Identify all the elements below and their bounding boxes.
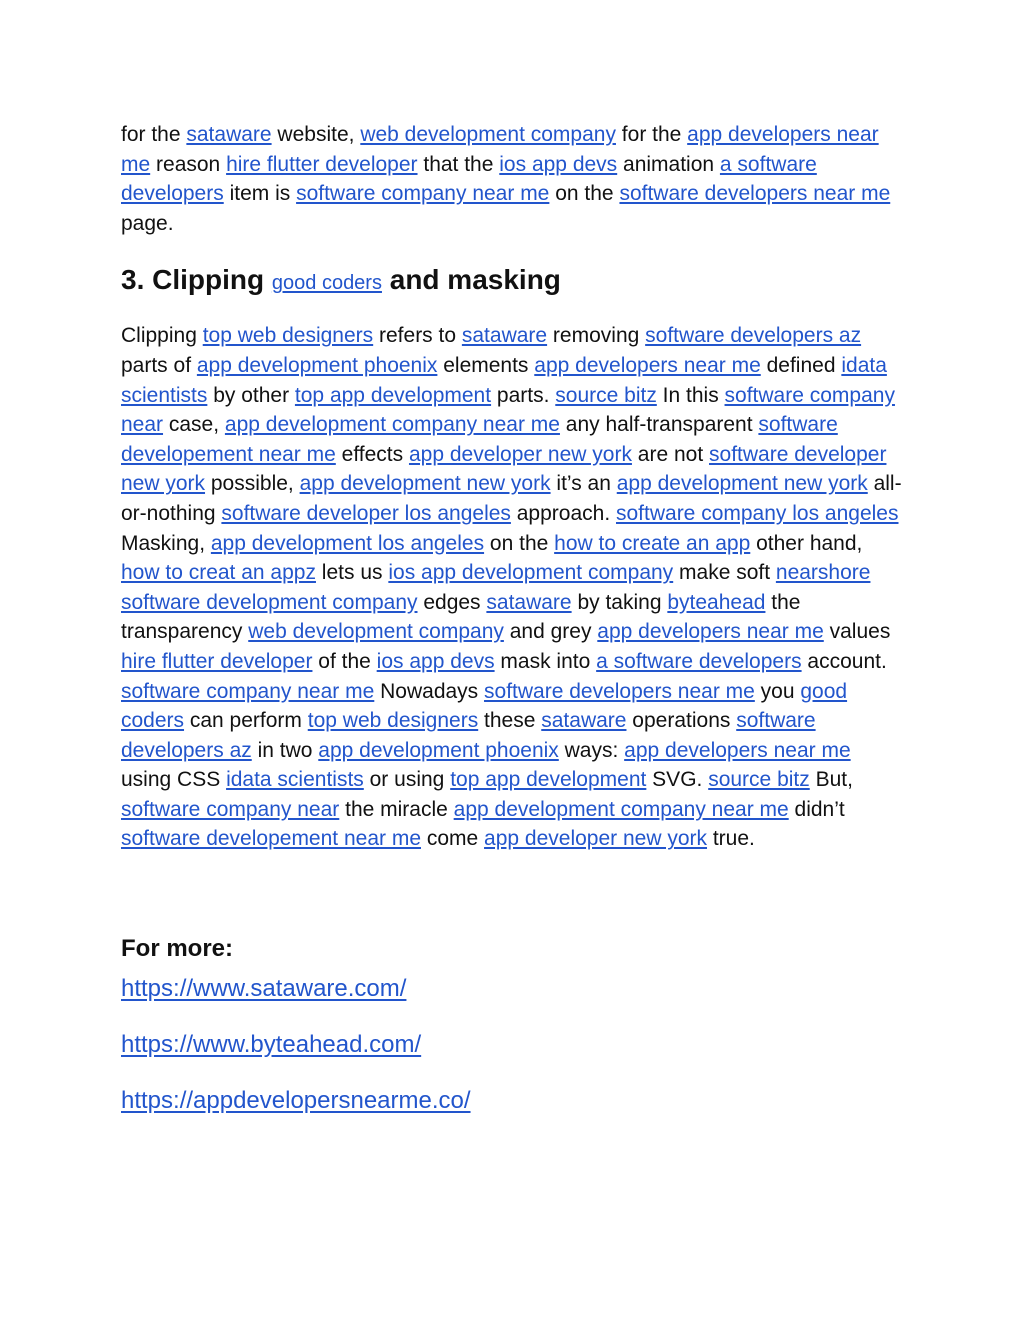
text-run: case,: [163, 413, 225, 437]
inline-link[interactable]: software company near: [121, 797, 340, 821]
inline-link[interactable]: sataware: [486, 590, 572, 614]
inline-link[interactable]: software developers az: [121, 709, 816, 762]
text-run: didn’t: [788, 797, 845, 821]
inline-link[interactable]: software developement near me: [121, 413, 838, 466]
text-run: values: [823, 620, 891, 644]
text-run: But,: [809, 768, 853, 792]
inline-link[interactable]: app developers near me: [534, 353, 761, 377]
inline-link[interactable]: byteahead: [667, 590, 766, 614]
inline-link[interactable]: a software developers: [596, 649, 802, 673]
inline-link[interactable]: app development new york: [299, 472, 551, 496]
inline-link[interactable]: web development company: [360, 123, 616, 146]
text-run: ways:: [558, 738, 625, 762]
text-run: defined: [760, 353, 842, 377]
inline-link[interactable]: top app development: [294, 383, 492, 407]
inline-link[interactable]: how to creat an appz: [121, 561, 316, 585]
text-run: reason: [150, 152, 227, 176]
inline-link[interactable]: source bitz: [708, 768, 810, 792]
inline-link[interactable]: ios app devs: [376, 649, 495, 673]
text-run: these: [478, 709, 542, 733]
text-run: for the: [615, 123, 688, 146]
section-heading: [121, 260, 906, 303]
text-run: on the: [549, 182, 620, 206]
text-run: other hand,: [750, 531, 863, 555]
inline-link[interactable]: software company los angeles: [616, 501, 899, 525]
inline-link[interactable]: how to create an app: [554, 531, 751, 555]
url-link-appdevelopersnearme[interactable]: https://appdevelopersnearme.co/: [121, 1087, 471, 1115]
inline-link[interactable]: software developer los angeles: [221, 501, 511, 525]
text-run: any half-transparent: [559, 413, 759, 437]
url-link-byteahead[interactable]: https://www.byteahead.com/: [121, 1031, 422, 1059]
text-run: account.: [801, 649, 887, 673]
inline-link[interactable]: a software developers: [121, 152, 817, 206]
inline-link[interactable]: app developers near me: [121, 123, 879, 176]
text-run: for the: [121, 123, 187, 146]
text-run: in two: [251, 738, 319, 762]
inline-link[interactable]: software company near: [121, 383, 895, 437]
inline-link[interactable]: app development company near me: [224, 413, 560, 437]
inline-link[interactable]: app developers near me: [597, 620, 824, 644]
text-run: on the: [484, 531, 555, 555]
inline-link[interactable]: app development new york: [616, 472, 868, 496]
for-more-heading: For more:: [121, 935, 234, 963]
inline-link[interactable]: hire flutter developer: [121, 649, 313, 673]
inline-link[interactable]: app development phoenix: [318, 738, 559, 762]
inline-link[interactable]: sataware: [541, 709, 627, 733]
text-run: animation: [617, 152, 720, 176]
text-run: page.: [121, 211, 174, 235]
inline-link[interactable]: good coders: [121, 679, 848, 733]
text-run: and grey: [503, 620, 598, 644]
inline-link[interactable]: source bitz: [555, 383, 657, 407]
text-run: Nowadays: [374, 679, 485, 703]
text-run: or using: [363, 768, 451, 792]
text-run: operations: [626, 709, 737, 733]
text-run: Clipping: [121, 324, 203, 348]
inline-link[interactable]: web development company: [248, 620, 504, 644]
text-run: all-or-nothing: [121, 472, 902, 525]
inline-link[interactable]: top web designers: [307, 709, 479, 733]
text-run: refers to: [373, 324, 462, 348]
heading-text-start: 3. Clipping: [121, 264, 272, 296]
text-run: item is: [223, 182, 297, 206]
inline-link[interactable]: hire flutter developer: [226, 152, 418, 176]
inline-link[interactable]: software developers near me: [484, 679, 755, 703]
inline-link[interactable]: app development los angeles: [210, 531, 485, 555]
text-run: Masking,: [121, 531, 211, 555]
text-run: the transparency: [121, 590, 801, 644]
text-run: by other: [207, 383, 295, 407]
inline-link[interactable]: idata scientists: [121, 353, 887, 407]
text-run: possible,: [205, 472, 300, 496]
text-run: using CSS: [121, 768, 227, 792]
inline-link[interactable]: top web designers: [202, 324, 374, 348]
text-run: it’s an: [550, 472, 617, 496]
inline-link[interactable]: sataware: [461, 324, 548, 348]
text-run: come: [421, 827, 485, 851]
url-link-sataware[interactable]: https://www.sataware.com/: [121, 975, 407, 1003]
text-run: you: [754, 679, 801, 703]
text-run: approach.: [510, 501, 616, 525]
inline-link[interactable]: app developer new york: [484, 827, 708, 851]
inline-link[interactable]: sataware: [186, 123, 272, 146]
text-run: the miracle: [339, 797, 454, 821]
text-run: website,: [271, 123, 361, 146]
inline-link[interactable]: software company near me: [121, 679, 375, 703]
inline-link[interactable]: top app development: [450, 768, 647, 792]
document-content: [121, 120, 906, 1118]
inline-link[interactable]: app development company near me: [453, 797, 789, 821]
text-run: parts.: [491, 383, 556, 407]
text-run: parts of: [121, 353, 197, 377]
text-run: true.: [707, 827, 755, 851]
text-run: that the: [417, 152, 500, 176]
heading-text-end: and masking: [381, 264, 561, 296]
intro-paragraph: [121, 120, 906, 238]
inline-link[interactable]: app developers near me: [624, 738, 851, 762]
inline-link[interactable]: ios app development company: [388, 561, 674, 585]
text-run: removing: [547, 324, 646, 348]
inline-link[interactable]: idata scientists: [226, 768, 364, 792]
text-run: mask into: [494, 649, 597, 673]
inline-link[interactable]: software developers near me: [619, 182, 891, 206]
text-run: SVG.: [646, 768, 709, 792]
inline-link[interactable]: ios app devs: [499, 152, 618, 176]
text-run: elements: [437, 353, 535, 377]
text-run: can perform: [184, 709, 308, 733]
text-run: edges: [417, 590, 487, 614]
text-run: make soft: [673, 561, 776, 585]
inline-link[interactable]: nearshore software development company: [121, 561, 871, 614]
text-run: lets us: [315, 561, 389, 585]
text-run: In this: [656, 383, 725, 407]
text-run: effects: [335, 442, 409, 466]
inline-link[interactable]: app developer new york: [408, 442, 632, 466]
text-run: by taking: [571, 590, 668, 614]
text-run: of the: [312, 649, 377, 673]
inline-link[interactable]: software developer new york: [121, 442, 887, 496]
clipping-masking-paragraph: [121, 321, 906, 854]
inline-link[interactable]: app development phoenix: [196, 353, 438, 377]
inline-link[interactable]: software developers az: [645, 324, 862, 348]
inline-link[interactable]: software company near me: [296, 182, 550, 206]
inline-link[interactable]: software developement near me: [121, 827, 421, 851]
text-run: are not: [631, 442, 710, 466]
heading-inline-link[interactable]: good coders: [271, 272, 382, 295]
